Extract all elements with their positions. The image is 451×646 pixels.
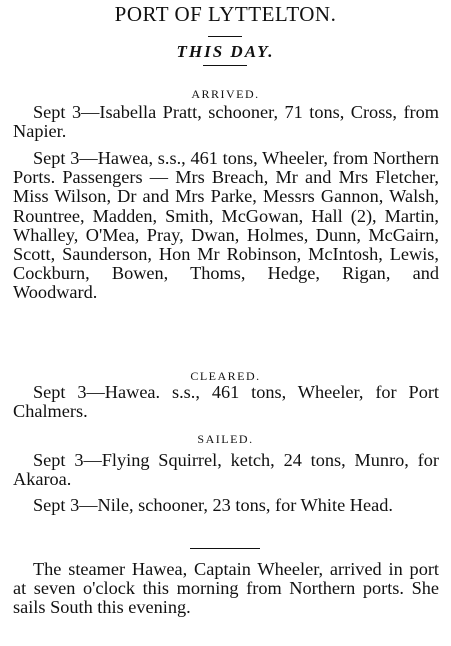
- page-subtitle: THIS DAY.: [176, 42, 275, 61]
- sailed-entry: Sept 3—Flying Squirrel, ketch, 24 tons, Munro, for Akaroa.: [13, 450, 439, 490]
- shipping-note: The steamer Hawea, Captain Wheeler, arrived in port at seven o'clock this morning from Northern ports. She sails South this evening.: [13, 559, 439, 618]
- subtitle-rule: [203, 65, 247, 66]
- arrived-entry: Sept 3—Hawea, s.s., 461 tons, Wheeler, from Northern Ports. Passengers — Mrs Breach, Mr and Mrs Fletcher, Miss Wilson, Dr and Mrs Parke, Messrs Gannon, Walsh, Rountree, Madden, Smith, McGowan, Hall (2), Martin, Whalley, O'Mea, Pray, Dwan, Holmes, Dunn, McGairn, Scott, Saunderson, Hon Mr Robinson, McIntosh, Lewis, Cockburn, Bowen, Thoms, Hedge, Rigan, and Woodward.: [13, 148, 439, 303]
- sailed-heading: SAILED.: [197, 432, 254, 446]
- cleared-entry: Sept 3—Hawea. s.s., 461 tons, Wheeler, for Port Chalmers.: [13, 382, 439, 422]
- section-rule: [190, 548, 260, 549]
- page-title: PORT OF LYTTELTON.: [114, 2, 337, 26]
- arrived-heading: ARRIVED.: [191, 87, 260, 101]
- sailed-entry: Sept 3—Nile, schooner, 23 tons, for White Head.: [33, 495, 393, 515]
- title-divider: [208, 36, 242, 37]
- cleared-heading: CLEARED.: [190, 369, 261, 383]
- arrived-entry: Sept 3—Isabella Pratt, schooner, 71 tons, Cross, from Napier.: [13, 102, 439, 142]
